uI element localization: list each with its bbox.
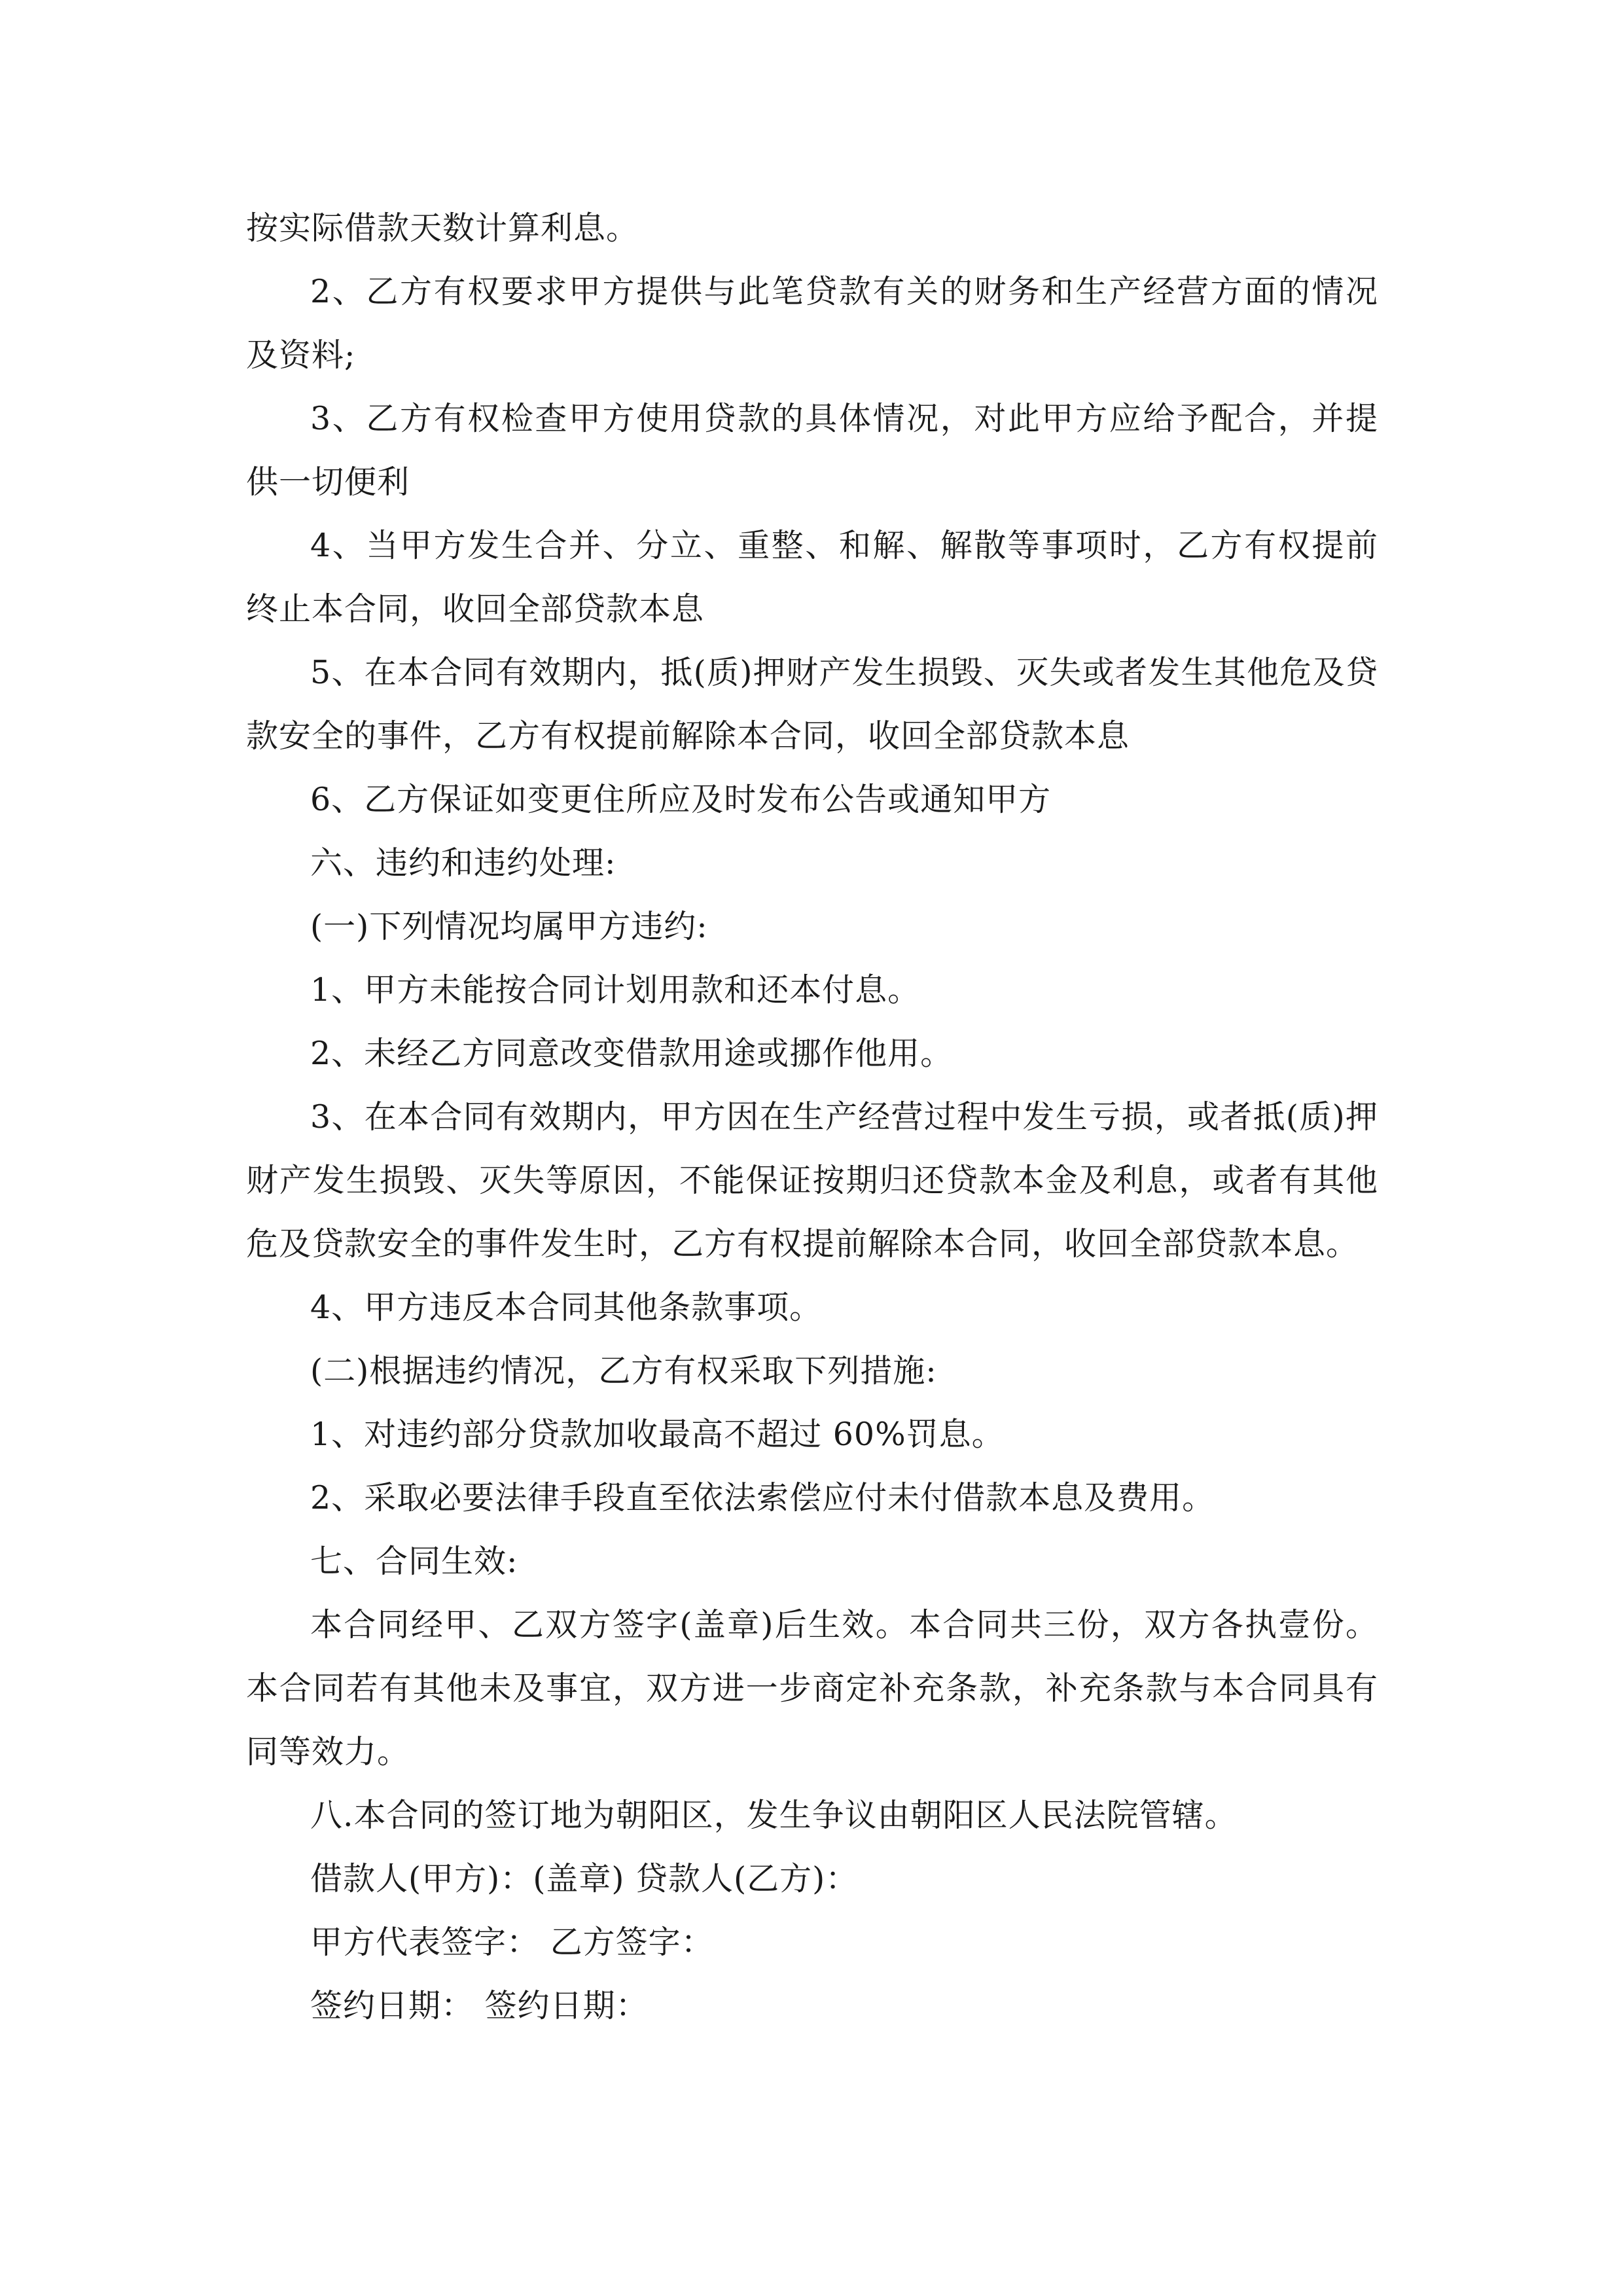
paragraph-jurisdiction: 八.本合同的签订地为朝阳区，发生争议由朝阳区人民法院管辖。	[310, 1797, 1238, 1834]
paragraph-clause-3-inspection: 3、乙方有权检查甲方使用贷款的具体情况，对此甲方应给予配合，并提供一切便利	[246, 400, 1378, 501]
paragraph-clause-5-collateral: 5、在本合同有效期内，抵(质)押财产发生损毁、灭失或者发生其他危及贷款安全的事件，乙方有权提前解除本合同，收回全部贷款本息	[246, 654, 1378, 755]
signature-line-representatives: 甲方代表签字： 乙方签字：	[310, 1924, 714, 1961]
signature-line-dates: 签约日期： 签约日期：	[310, 1987, 649, 2024]
paragraph-clause-2-financial-info: 2、乙方有权要求甲方提供与此笔贷款有关的财务和生产经营方面的情况及资料;	[246, 273, 1378, 374]
paragraph-default-2: 2、未经乙方同意改变借款用途或挪作他用。	[310, 1035, 954, 1072]
paragraph-effectiveness: 本合同经甲、乙双方签字(盖章)后生效。本合同共三份，双方各执壹份。本合同若有其他未及事宜，双方进一步商定补充条款，补充条款与本合同具有同等效力。	[246, 1606, 1378, 1770]
subsection-heading-remedies: (二)根据违约情况，乙方有权采取下列措施:	[310, 1352, 937, 1390]
paragraph-default-1: 1、甲方未能按合同计划用款和还本付息。	[310, 971, 921, 1009]
paragraph-interest-calculation: 按实际借款天数计算利息。	[246, 209, 639, 247]
paragraph-remedy-2: 2、采取必要法律手段直至依法索偿应付未付借款本息及费用。	[310, 1479, 1215, 1516]
paragraph-default-4: 4、甲方违反本合同其他条款事项。	[310, 1289, 823, 1326]
contract-body	[246, 196, 1378, 2037]
paragraph-clause-6-address-change: 6、乙方保证如变更住所应及时发布公告或通知甲方	[310, 781, 1052, 818]
section-heading-default: 六、违约和违约处理:	[310, 844, 616, 882]
paragraph-default-3: 3、在本合同有效期内，甲方因在生产经营过程中发生亏损，或者抵(质)押财产发生损毁、灭失等原因，不能保证按期归还贷款本金及利息，或者有其他危及贷款安全的事件发生时，乙方有权提前解除本合同，收回全部贷款本息。	[246, 1098, 1378, 1263]
section-heading-effectiveness: 七、合同生效:	[310, 1543, 518, 1580]
subsection-heading-borrower-default: (一)下列情况均属甲方违约:	[310, 908, 708, 945]
paragraph-clause-4-termination: 4、当甲方发生合并、分立、重整、和解、解散等事项时，乙方有权提前终止本合同，收回全部贷款本息	[246, 527, 1378, 628]
paragraph-remedy-1: 1、对违约部分贷款加收最高不超过 60%罚息。	[310, 1416, 1005, 1453]
signature-line-parties: 借款人(甲方)：(盖章) 贷款人(乙方)：	[310, 1860, 859, 1897]
